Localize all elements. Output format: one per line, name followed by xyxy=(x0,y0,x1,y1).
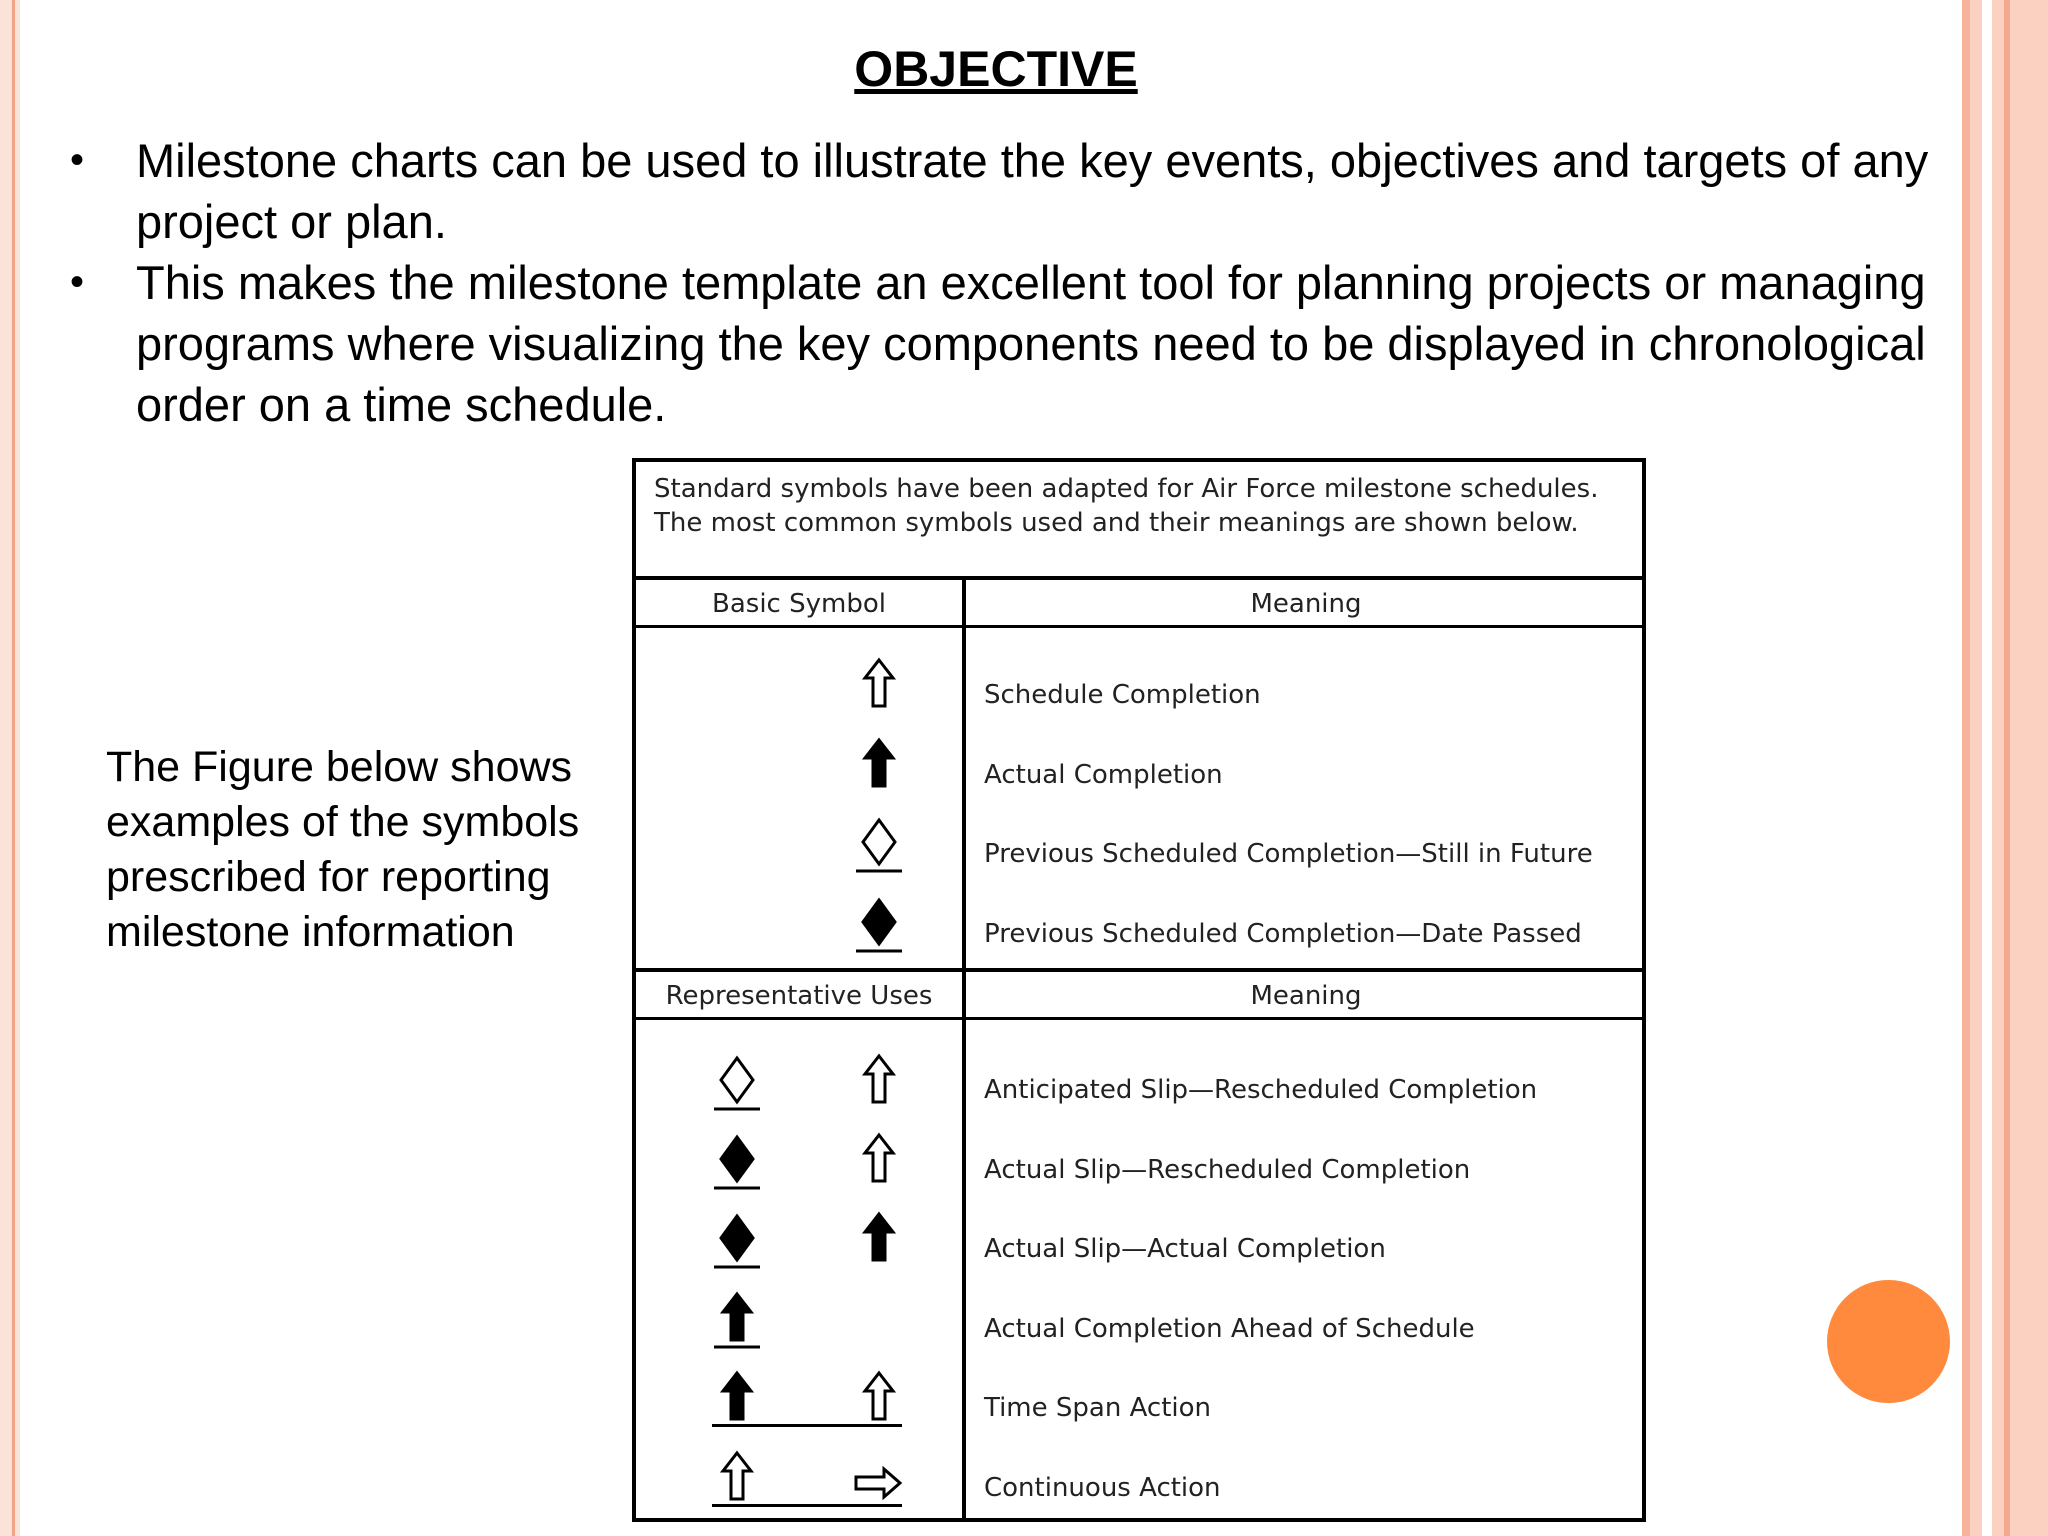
basic-meaning-previous-still-future: Previous Scheduled Completion—Still in Future xyxy=(984,839,1593,869)
basic-meaning-previous-date-passed: Previous Scheduled Completion—Date Passed xyxy=(984,919,1582,949)
filled-diamond-icon xyxy=(712,1208,762,1270)
basic-symbol-col-header: Basic Symbol xyxy=(712,589,886,619)
time-span-line xyxy=(712,1424,902,1427)
hollow-arrow-icon xyxy=(854,1050,904,1112)
hollow-diamond-icon xyxy=(854,812,904,874)
filled-diamond-icon xyxy=(854,892,904,954)
bullet-item xyxy=(70,130,1950,252)
bullet-text: This makes the milestone template an excellent tool for planning projects or managing programs where visualizing the key components need to be displayed in chronological order on a time schedule. xyxy=(136,256,1926,431)
meaning-col-header: Meaning xyxy=(1250,981,1362,1011)
hollow-arrow-icon xyxy=(712,1447,762,1509)
filled-arrow-icon xyxy=(854,734,904,796)
bullet-text: Milestone charts can be used to illustrate the key events, objectives and targets of any project or plan. xyxy=(136,134,1929,248)
bullet-icon: • xyxy=(70,138,85,182)
figure-caption: The Figure below shows examples of the symbols prescribed for reporting milestone information xyxy=(106,743,580,956)
column-divider xyxy=(962,580,966,1518)
uses-meaning-continuous: Continuous Action xyxy=(984,1473,1221,1503)
representative-uses-col-header: Representative Uses xyxy=(665,981,933,1011)
basic-meaning-actual-completion: Actual Completion xyxy=(984,760,1223,790)
uses-meaning-actual-slip-actual: Actual Slip—Actual Completion xyxy=(984,1234,1386,1264)
slide-title: OBJECTIVE xyxy=(854,41,1138,97)
hollow-diamond-icon xyxy=(712,1050,762,1112)
filled-arrow-icon xyxy=(712,1367,762,1429)
uses-meaning-time-span: Time Span Action xyxy=(984,1393,1212,1423)
hollow-arrow-icon xyxy=(854,1129,904,1191)
filled-arrow-icon xyxy=(712,1288,762,1350)
bullet-icon: • xyxy=(70,260,85,304)
basic-symbol-header xyxy=(636,580,1642,628)
bullet-item xyxy=(70,252,1950,435)
uses-meaning-anticipated-slip: Anticipated Slip—Rescheduled Completion xyxy=(984,1075,1538,1105)
meaning-col-header: Meaning xyxy=(1250,589,1362,619)
orange-circle-decoration xyxy=(1827,1280,1950,1403)
filled-diamond-icon xyxy=(712,1129,762,1191)
hollow-arrow-icon xyxy=(854,654,904,716)
basic-meaning-schedule-completion: Schedule Completion xyxy=(984,680,1261,710)
right-arrow-icon xyxy=(854,1447,904,1509)
figure-intro: Standard symbols have been adapted for Air Force milestone schedules. The most common symbols used and their meanings are shown below. xyxy=(636,462,1642,580)
filled-arrow-icon xyxy=(854,1208,904,1270)
hollow-arrow-icon xyxy=(854,1367,904,1429)
slide-frame-right xyxy=(1962,0,2048,1536)
representative-uses-header xyxy=(636,972,1642,1020)
milestone-symbols-figure xyxy=(632,458,1646,1522)
bullet-list xyxy=(70,130,1950,435)
slide-frame-left xyxy=(0,0,20,1536)
time-span-line xyxy=(712,1504,902,1507)
uses-meaning-ahead-of-schedule: Actual Completion Ahead of Schedule xyxy=(984,1314,1475,1344)
uses-meaning-actual-slip-rescheduled: Actual Slip—Rescheduled Completion xyxy=(984,1155,1471,1185)
